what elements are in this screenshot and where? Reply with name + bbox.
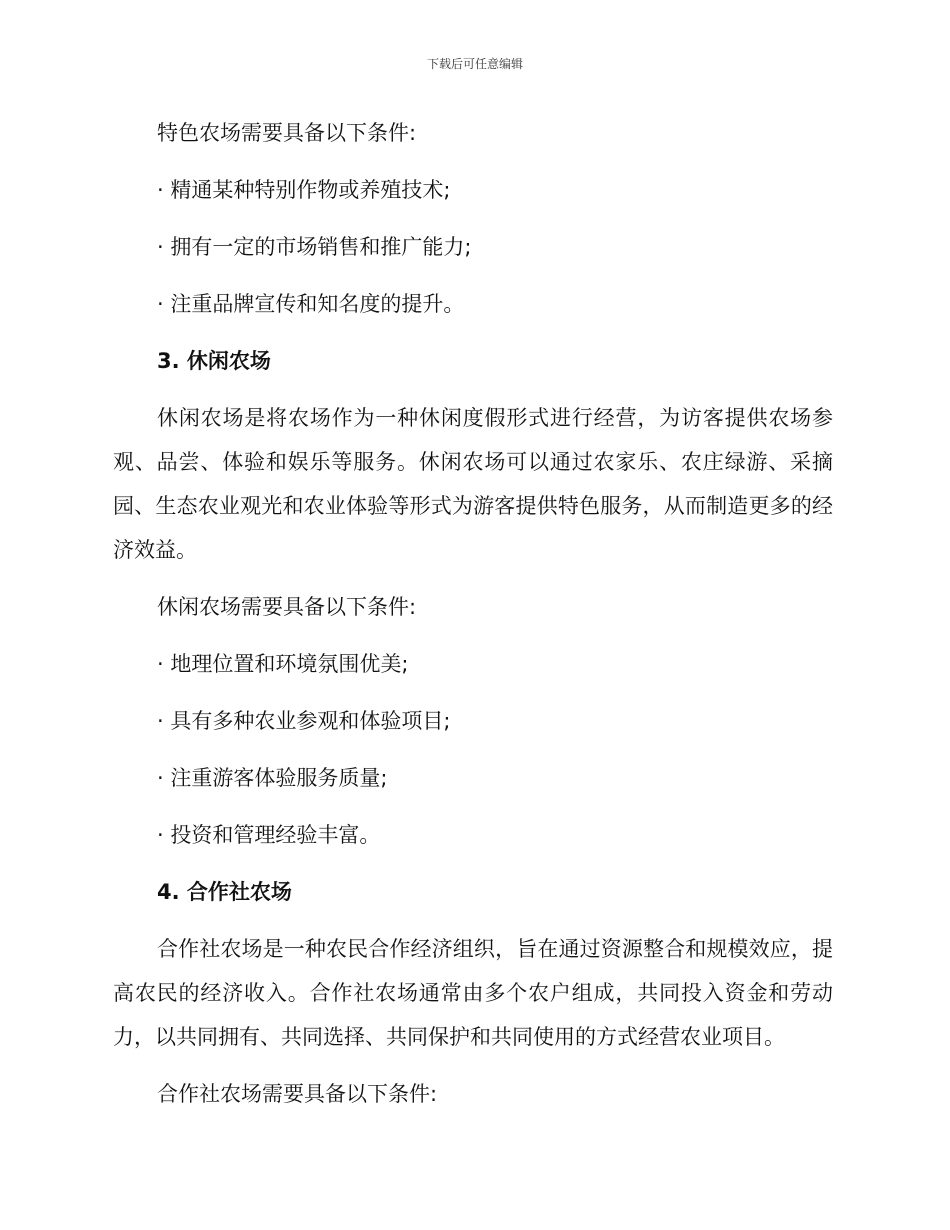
bullet-item: · 精通某种特别作物或养殖技术; (157, 178, 451, 202)
bullet-item: · 拥有一定的市场销售和推广能力; (157, 235, 472, 259)
bullet-item: · 具有多种农业参观和体验项目; (157, 709, 451, 733)
section-heading: 4. 合作社农场 (157, 880, 292, 904)
section-paragraph: 合作社农场是一种农民合作经济组织，旨在通过资源整合和规模效应，提高农民的经济收入。合作社农场通常由多个农户组成，共同投入资金和劳动力，以共同拥有、共同选择、共同保护和共同使用的方式经营农业项目。 (113, 937, 833, 1049)
condition-intro: 特色农场需要具备以下条件: (157, 121, 417, 145)
bullet-item: · 注重品牌宣传和知名度的提升。 (157, 292, 465, 316)
document-body (113, 111, 833, 1116)
section-paragraph: 休闲农场是将农场作为一种休闲度假形式进行经营，为访客提供农场参观、品尝、体验和娱乐等服务。休闲农场可以通过农家乐、农庄绿游、采摘园、生态农业观光和农业体验等形式为游客提供特色服务，从而制造更多的经济效益。 (113, 406, 833, 562)
page-header: 下载后可任意编辑 (426, 57, 523, 71)
bullet-item: · 地理位置和环境氛围优美; (157, 652, 409, 676)
section-heading: 3. 休闲农场 (157, 349, 271, 373)
bullet-item: · 注重游客体验服务质量; (157, 766, 388, 790)
bullet-item: · 投资和管理经验丰富。 (157, 823, 381, 847)
condition-intro: 休闲农场需要具备以下条件: (157, 595, 417, 619)
condition-intro: 合作社农场需要具备以下条件: (157, 1082, 438, 1106)
